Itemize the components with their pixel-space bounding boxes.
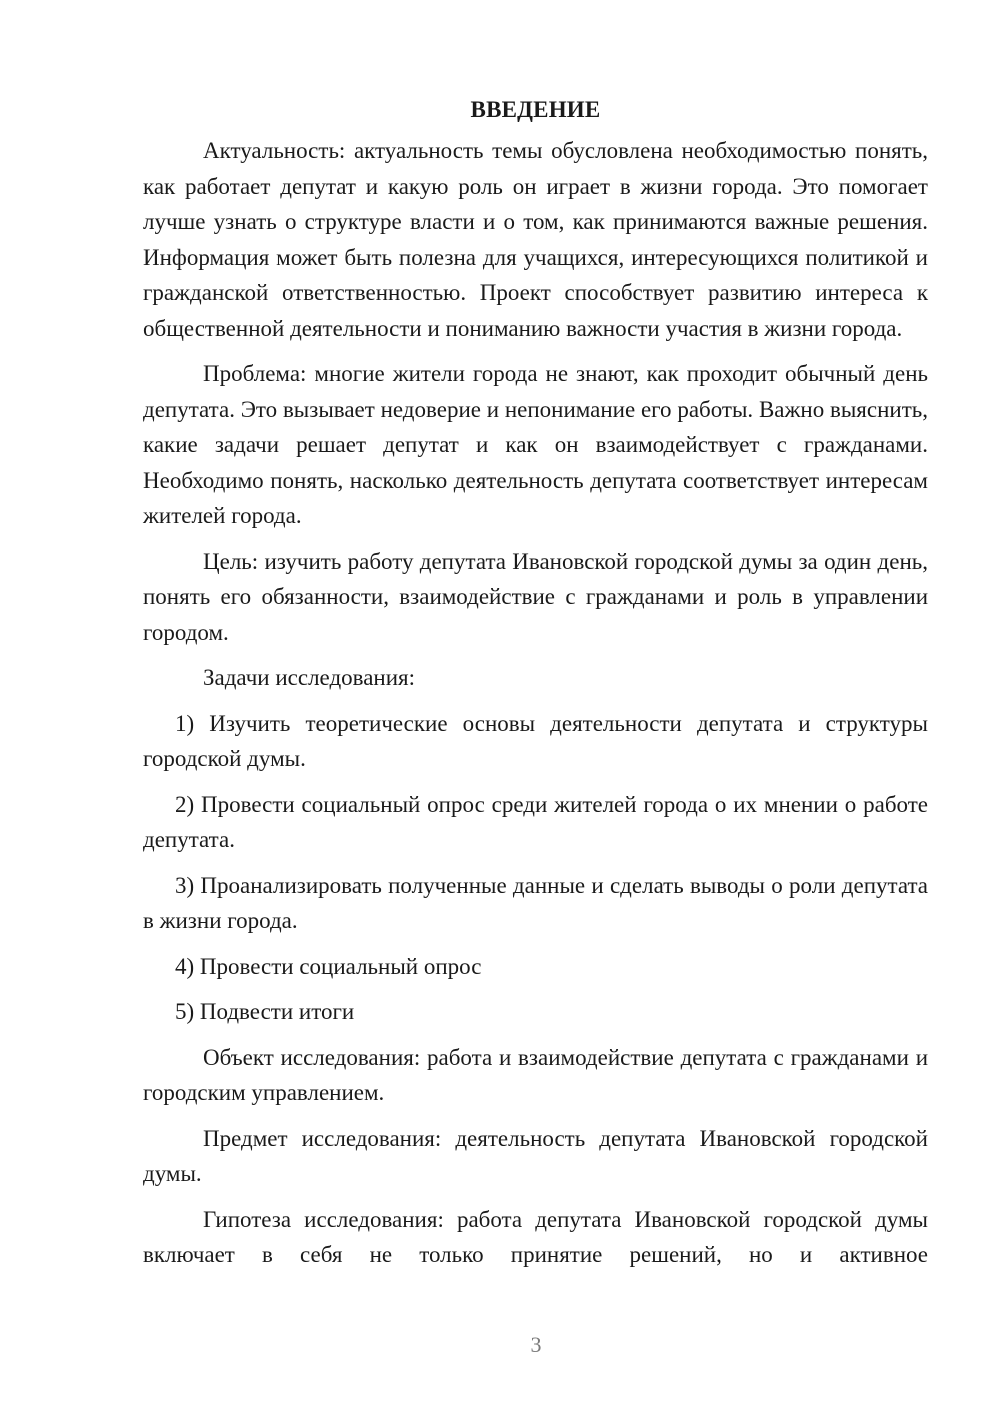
subject-paragraph: Предмет исследования: деятельность депутата Ивановской городской думы. xyxy=(143,1125,928,1186)
task-item-5: 5) Подвести итоги xyxy=(175,999,355,1024)
task-item-4: 4) Провести социальный опрос xyxy=(175,953,482,979)
task-item-2: 2) Провести социальный опрос среди жителей города о их мнении о работе депутата. xyxy=(143,791,928,852)
page-heading: ВВЕДЕНИЕ xyxy=(470,97,601,122)
goal-paragraph: Цель: изучить работу депутата Ивановской городской думы за один день, понять его обязанности, взаимодействие с гражданами и роль в управлении городом. xyxy=(143,548,928,645)
relevance-paragraph: Актуальность: актуальность темы обусловлена необходимостью понять, как работает депутат и какую роль он играет в жизни города. Это помогает лучше узнать о структуре власти и о том, как принимаются важные решения. Информация может быть полезна для учащихся, интересующихся политикой и гражданской ответственностью. Проект способствует развитию интереса к общественной деятельности и пониманию важности участия в жизни города. xyxy=(143,138,928,341)
object-paragraph: Объект исследования: работа и взаимодействие депутата с гражданами и городским управлением. xyxy=(143,1044,928,1105)
problem-paragraph: Проблема: многие жители города не знают, как проходит обычный день депутата. Это вызывает недоверие и непонимание его работы. Важно выяснить, какие задачи решает депутат и как он взаимодействует с гражданами. Необходимо понять, насколько деятельность депутата соответствует интересам жителей города. xyxy=(143,361,928,528)
document-body xyxy=(143,92,928,1283)
page-number: 3 xyxy=(530,1332,542,1357)
tasks-heading: Задачи исследования: xyxy=(203,665,416,690)
hypothesis-paragraph: Гипотеза исследования: работа депутата Ивановской городской думы включает в себя не только принятие решений, но и активное xyxy=(143,1206,928,1267)
task-item-3: 3) Проанализировать полученные данные и сделать выводы о роли депутата в жизни города. xyxy=(143,872,928,933)
task-item-1: 1) Изучить теоретические основы деятельности депутата и структуры городской думы. xyxy=(143,710,928,771)
